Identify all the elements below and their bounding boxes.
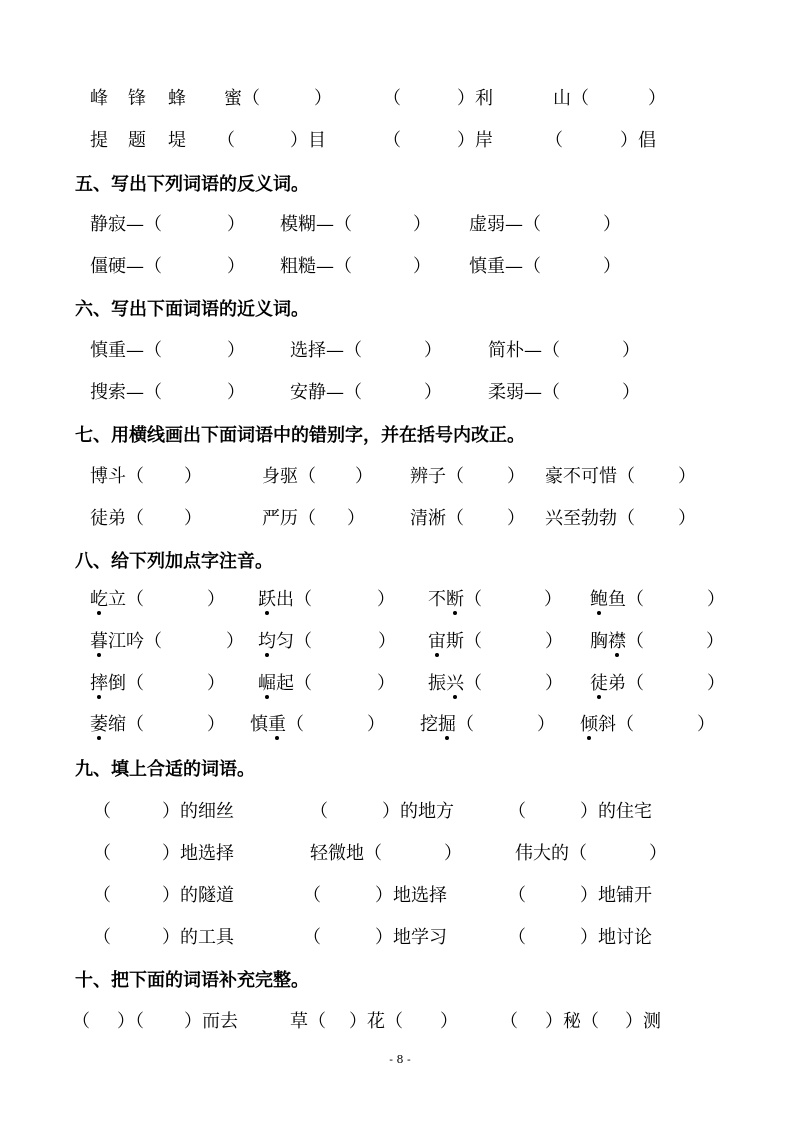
word-suffix: 起（ xyxy=(276,673,312,694)
pinyin-word xyxy=(90,588,144,612)
pinyin-word xyxy=(258,588,312,612)
word-suffix: 江吟（ xyxy=(108,631,162,652)
answer-bracket-close: ） xyxy=(413,214,431,235)
homophone-char: 提 xyxy=(90,130,108,151)
answer-bracket-close: ） xyxy=(507,466,525,487)
answer-bracket-close: ） xyxy=(707,673,725,694)
dotted-char: 掘 xyxy=(438,714,456,735)
synonym-row xyxy=(0,339,800,363)
section-heading: 七、用横线画出下面词语中的错别字，并在括号内改正。 xyxy=(75,425,525,446)
answer-bracket-close: ） xyxy=(622,382,640,403)
dotted-char: 崛 xyxy=(258,673,276,694)
answer-bracket-close: ） xyxy=(207,714,225,735)
dotted-char: 宙 xyxy=(428,631,446,652)
dotted-char: 暮 xyxy=(90,631,108,652)
answer-bracket-open: （ xyxy=(93,843,111,864)
word-suffix: （ xyxy=(464,673,482,694)
pinyin-word xyxy=(428,588,482,612)
word-suffix: 斯（ xyxy=(446,631,482,652)
answer-bracket-open: （ xyxy=(383,130,401,151)
pinyin-word xyxy=(428,630,482,654)
word-suffix: 倒（ xyxy=(108,673,144,694)
pinyin-word xyxy=(580,713,634,737)
dotted-char: 徒 xyxy=(590,673,608,694)
word-item: 徒弟（ xyxy=(90,508,144,529)
word-item: 粗糙—（ xyxy=(280,256,352,277)
word-suffix: （ xyxy=(464,589,482,610)
word-item: 严历（ xyxy=(262,508,316,529)
section-heading: 九、填上合适的词语。 xyxy=(75,759,255,780)
answer-bracket-close: ） xyxy=(184,508,202,529)
antonym-row xyxy=(0,213,800,237)
answer-bracket-open: （ xyxy=(93,927,111,948)
word-item: 简朴—（ xyxy=(488,340,560,361)
word-item: 博斗（ xyxy=(90,466,144,487)
phrase-item: ）的隧道 xyxy=(162,885,234,906)
answer-bracket-open: （ xyxy=(303,927,321,948)
pinyin-word xyxy=(258,630,312,654)
dotted-char: 屹 xyxy=(90,589,108,610)
phrase-item: ）的住宅 xyxy=(580,801,652,822)
answer-bracket-open: （ xyxy=(93,801,111,822)
word-group-row xyxy=(0,129,800,153)
word-suffix: （ xyxy=(626,631,644,652)
answer-bracket-open: （ xyxy=(72,1011,90,1032)
answer-bracket-open: （ xyxy=(545,130,563,151)
dotted-char: 断 xyxy=(446,589,464,610)
phrase-item: ）地学习 xyxy=(375,927,447,948)
fill-row xyxy=(0,842,800,866)
word-item: 柔弱—（ xyxy=(488,382,560,403)
pinyin-word xyxy=(258,672,312,696)
answer-bracket-close: ） xyxy=(545,673,563,694)
word-suffix: （ xyxy=(456,714,474,735)
answer-bracket-close: ） xyxy=(413,256,431,277)
section-heading: 五、写出下列词语的反义词。 xyxy=(75,174,309,195)
section-heading: 六、写出下面词语的近义词。 xyxy=(75,299,309,320)
answer-bracket-close: ） xyxy=(355,466,373,487)
answer-bracket-close: ） xyxy=(648,88,666,109)
answer-bracket-close: ） xyxy=(314,88,332,109)
answer-bracket-close: ） xyxy=(377,589,395,610)
word-suffix: （ xyxy=(286,714,304,735)
phrase-item: ）地讨论 xyxy=(580,927,652,948)
answer-bracket-close: ） xyxy=(678,466,696,487)
fill-blank-item: 蜜（ xyxy=(224,88,260,109)
word-item: 搜索—（ xyxy=(90,382,162,403)
phrase-item: ）的工具 xyxy=(162,927,234,948)
word-suffix: 匀（ xyxy=(276,631,312,652)
word-item: 安静—（ xyxy=(290,382,362,403)
pinyin-word xyxy=(590,672,644,696)
answer-bracket-close: ） xyxy=(537,714,555,735)
word-item: 兴至勃勃（ xyxy=(545,508,635,529)
answer-bracket-close: ） xyxy=(424,382,442,403)
dotted-char: 均 xyxy=(258,631,276,652)
dotted-char: 跃 xyxy=(258,589,276,610)
dotted-char: 摔 xyxy=(90,673,108,694)
answer-bracket-close: ） xyxy=(678,508,696,529)
answer-bracket-close: ） xyxy=(649,843,667,864)
answer-bracket-close: ） xyxy=(207,589,225,610)
idiom-fragment: 草（ xyxy=(290,1011,326,1032)
fill-blank-item: ）岸 xyxy=(457,130,493,151)
word-suffix: 斜（ xyxy=(598,714,634,735)
answer-bracket-open: （ xyxy=(217,130,235,151)
answer-bracket-close: ） xyxy=(622,340,640,361)
phrase-item: ）地铺开 xyxy=(580,885,652,906)
idiom-fragment: ）秘（ xyxy=(545,1011,599,1032)
answer-bracket-close: ） xyxy=(707,589,725,610)
word-item: 慎重—（ xyxy=(90,340,162,361)
answer-bracket-close: ） xyxy=(367,714,385,735)
word-item: 选择—（ xyxy=(290,340,362,361)
fill-blank-item: ）目 xyxy=(290,130,326,151)
answer-bracket-open: （ xyxy=(500,1011,518,1032)
word-item: 清淅（ xyxy=(410,508,464,529)
answer-bracket-close: ） xyxy=(207,673,225,694)
homophone-char: 锋 xyxy=(128,88,146,109)
word-prefix: 不 xyxy=(428,589,446,610)
answer-bracket-close: ） xyxy=(226,631,244,652)
dotted-char: 萎 xyxy=(90,714,108,735)
answer-bracket-open: （ xyxy=(303,885,321,906)
answer-bracket-close: ） xyxy=(697,714,715,735)
word-suffix: 缩（ xyxy=(108,714,144,735)
fill-blank-item: ）倡 xyxy=(620,130,656,151)
antonym-row xyxy=(0,255,800,279)
homophone-char: 峰 xyxy=(90,88,108,109)
word-item: 豪不可惜（ xyxy=(545,466,635,487)
homophone-char: 堤 xyxy=(168,130,186,151)
fill-blank-item: ）利 xyxy=(457,88,493,109)
answer-bracket-open: （ xyxy=(508,927,526,948)
fill-row xyxy=(0,884,800,908)
section-heading: 八、给下列加点字注音。 xyxy=(75,551,273,572)
answer-bracket-close: ） xyxy=(184,466,202,487)
answer-bracket-close: ） xyxy=(227,214,245,235)
answer-bracket-open: （ xyxy=(508,801,526,822)
word-item: 虚弱—（ xyxy=(469,214,541,235)
answer-bracket-open: （ xyxy=(508,885,526,906)
word-prefix: 振 xyxy=(428,673,446,694)
dotted-char: 兴 xyxy=(446,673,464,694)
answer-bracket-close: ） xyxy=(227,382,245,403)
word-item: 僵硬—（ xyxy=(90,256,162,277)
answer-bracket-open: （ xyxy=(310,801,328,822)
phrase-item: 轻微地（ xyxy=(310,843,382,864)
dotted-char: 重 xyxy=(268,714,286,735)
word-prefix: 挖 xyxy=(420,714,438,735)
pinyin-row xyxy=(0,672,800,696)
dotted-char: 倾 xyxy=(580,714,598,735)
answer-bracket-open: （ xyxy=(383,88,401,109)
typo-row xyxy=(0,465,800,489)
answer-bracket-close: ） xyxy=(545,631,563,652)
pinyin-row xyxy=(0,630,800,654)
fill-row xyxy=(0,800,800,824)
answer-bracket-close: ） xyxy=(603,256,621,277)
pinyin-word xyxy=(590,630,644,654)
dotted-char: 襟 xyxy=(608,631,626,652)
word-group-row xyxy=(0,87,800,111)
answer-bracket-close: ） xyxy=(227,340,245,361)
typo-row xyxy=(0,507,800,531)
idiom-fragment: ）测 xyxy=(625,1011,661,1032)
phrase-item: ）的细丝 xyxy=(162,801,234,822)
phrase-item: ）地选择 xyxy=(375,885,447,906)
answer-bracket-close: ） xyxy=(440,1011,458,1032)
answer-bracket-close: ） xyxy=(603,214,621,235)
word-suffix: 立（ xyxy=(108,589,144,610)
fill-row xyxy=(0,926,800,950)
pinyin-word xyxy=(250,713,304,737)
word-item: 身驱（ xyxy=(262,466,316,487)
idiom-fragment: ）（ xyxy=(117,1011,144,1032)
phrase-item: ）地选择 xyxy=(162,843,234,864)
phrase-item: 伟大的（ xyxy=(515,843,587,864)
answer-bracket-close: ） xyxy=(347,508,365,529)
answer-bracket-close: ） xyxy=(377,673,395,694)
pinyin-word xyxy=(420,713,474,737)
word-item: 辨子（ xyxy=(410,466,464,487)
word-suffix: 鱼（ xyxy=(608,589,644,610)
answer-bracket-close: ） xyxy=(424,340,442,361)
word-prefix: 胸 xyxy=(590,631,608,652)
answer-bracket-close: ） xyxy=(706,631,724,652)
idiom-fragment: ）花（ xyxy=(349,1011,403,1032)
word-prefix: 慎 xyxy=(250,714,268,735)
word-suffix: 出（ xyxy=(276,589,312,610)
answer-bracket-open: （ xyxy=(93,885,111,906)
dotted-char: 鲍 xyxy=(590,589,608,610)
synonym-row xyxy=(0,381,800,405)
pinyin-row xyxy=(0,713,800,737)
phrase-item: ）的地方 xyxy=(382,801,454,822)
pinyin-word xyxy=(90,713,144,737)
page-number: - 8 - xyxy=(389,1053,411,1066)
word-item: 慎重—（ xyxy=(469,256,541,277)
pinyin-word xyxy=(590,588,644,612)
complete-row xyxy=(0,1010,800,1034)
pinyin-word xyxy=(90,630,162,654)
word-item: 静寂—（ xyxy=(90,214,162,235)
pinyin-row xyxy=(0,588,800,612)
section-heading: 十、把下面的词语补充完整。 xyxy=(75,970,309,991)
answer-bracket-close: ） xyxy=(544,589,562,610)
pinyin-word xyxy=(90,672,144,696)
homophone-char: 蜂 xyxy=(168,88,186,109)
fill-blank-item: 山（ xyxy=(553,88,589,109)
word-suffix: 弟（ xyxy=(608,673,644,694)
pinyin-word xyxy=(428,672,482,696)
answer-bracket-close: ） xyxy=(378,631,396,652)
word-item: 模糊—（ xyxy=(280,214,352,235)
idiom-fragment: ）而去 xyxy=(184,1011,238,1032)
homophone-char: 题 xyxy=(128,130,146,151)
answer-bracket-close: ） xyxy=(227,256,245,277)
answer-bracket-close: ） xyxy=(444,843,462,864)
answer-bracket-close: ） xyxy=(507,508,525,529)
